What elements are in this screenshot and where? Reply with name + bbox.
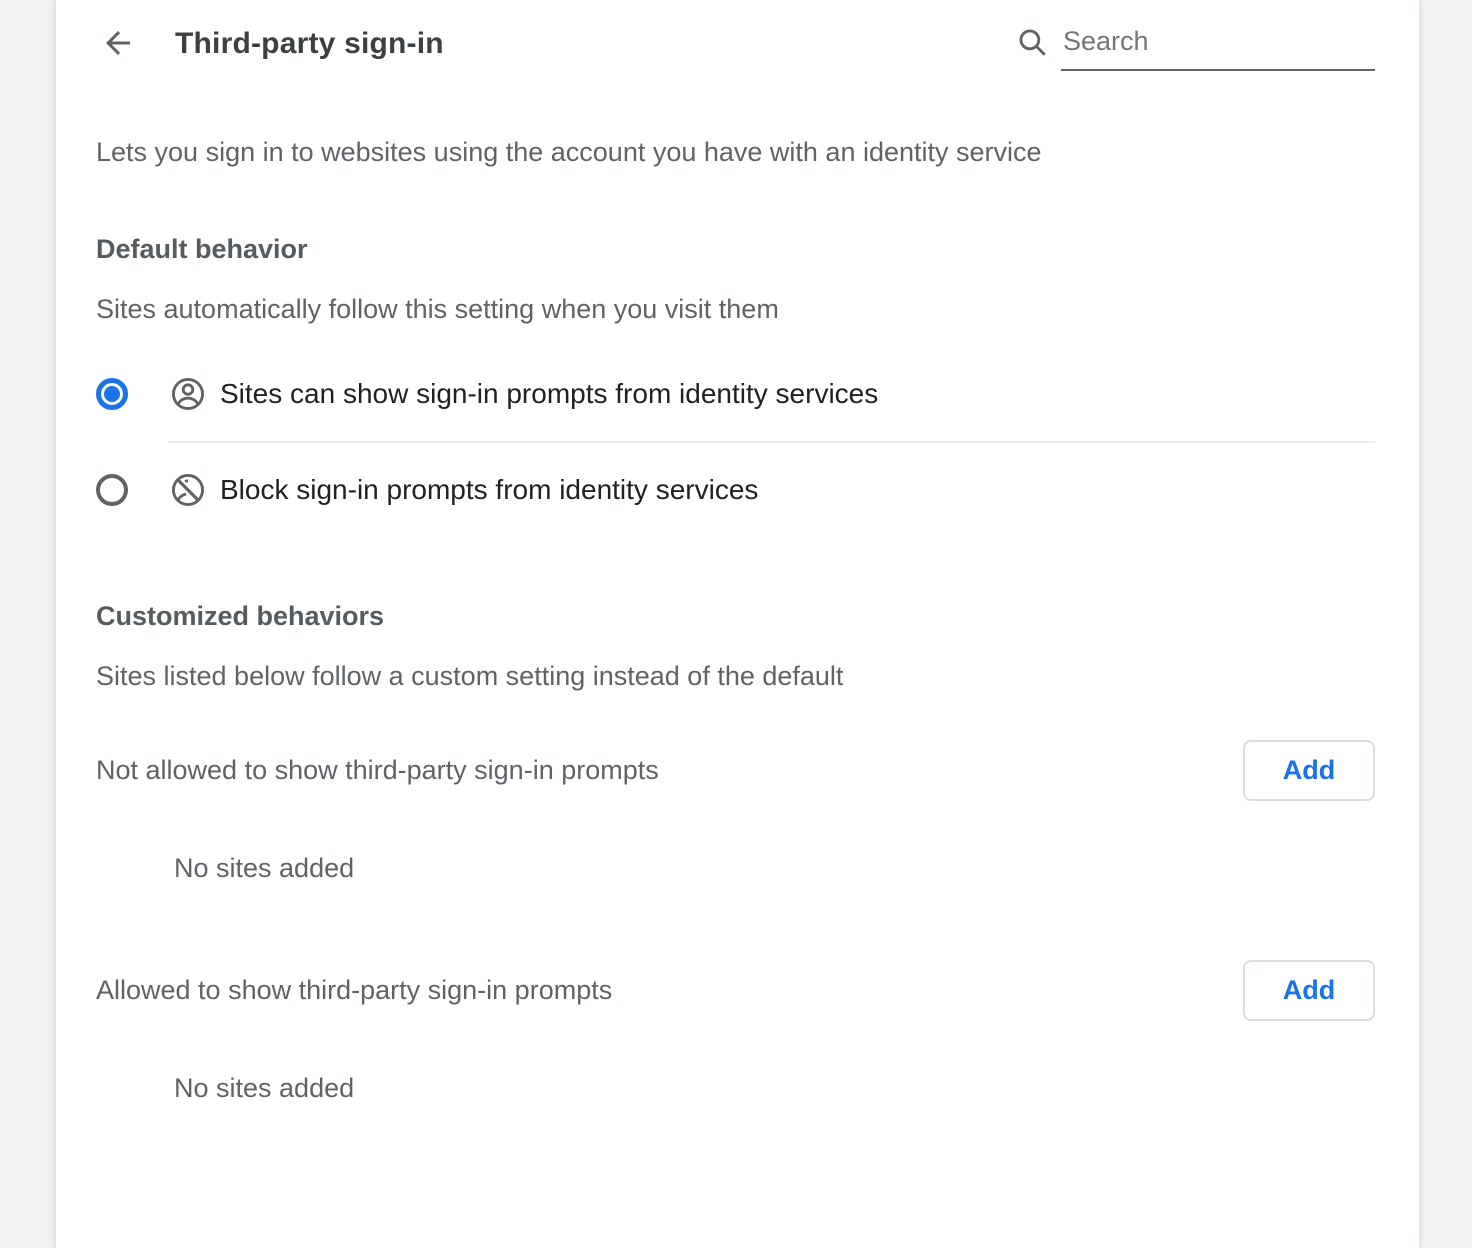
settings-card [56,0,1419,1248]
not-allowed-list-header [96,740,1375,801]
allowed-list-title: Allowed to show third-party sign-in prompts [96,975,613,1005]
radio-option-label: Sites can show sign-in prompts from identity services [220,378,879,409]
arrow-back-icon [100,25,136,64]
search-icon [1015,25,1049,64]
not-allowed-list-title: Not allowed to show third-party sign-in prompts [96,755,659,785]
subpage-header [56,0,1419,88]
add-allowed-site-button[interactable]: Add [1243,960,1375,1021]
allowed-list-header [96,960,1375,1021]
default-behavior-heading: Default behavior [96,234,308,264]
back-button[interactable] [96,22,140,66]
radio-option-label: Block sign-in prompts from identity services [220,474,759,505]
page-title: Third-party sign-in [175,27,444,60]
customized-behaviors-heading: Customized behaviors [96,601,385,631]
customized-behaviors-subtitle: Sites listed below follow a custom setting instead of the default [96,661,844,691]
account-circle-icon [169,375,207,413]
not-allowed-empty-text: No sites added [174,853,355,883]
radio-option-block-sign-in-prompts[interactable] [96,443,1375,537]
search-field [1015,17,1375,71]
add-not-allowed-site-button[interactable]: Add [1243,740,1375,801]
allowed-empty-text: No sites added [174,1073,355,1103]
radio-button-selected[interactable] [96,378,128,410]
page-description: Lets you sign in to websites using the account you have with an identity service [96,137,1042,167]
default-behavior-subtitle: Sites automatically follow this setting when you visit them [96,294,779,324]
default-behavior-radio-group [96,347,1375,537]
main-content [56,134,1419,1104]
search-input[interactable] [1061,17,1375,71]
radio-option-allow-sign-in-prompts[interactable] [96,347,1375,441]
account-blocked-icon [169,471,207,509]
radio-button-unselected[interactable] [96,474,128,506]
